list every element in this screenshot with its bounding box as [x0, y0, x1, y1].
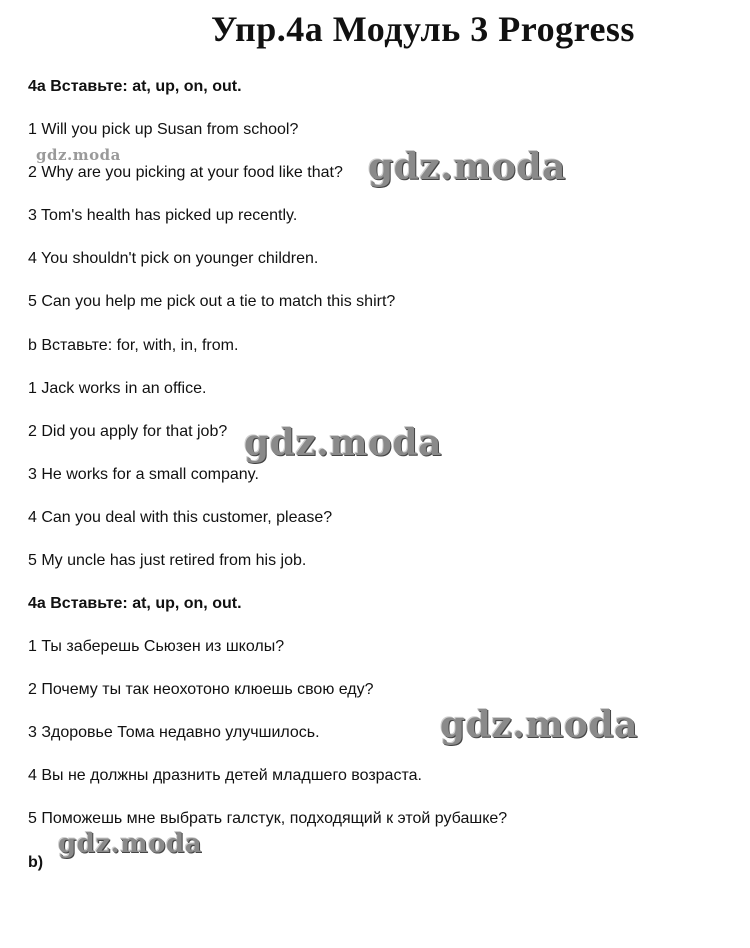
- exercise-line: 5 My uncle has just retired from his job.: [28, 552, 307, 569]
- section-heading: b): [28, 854, 44, 871]
- exercise-line: 4 Can you deal with this customer, please?: [28, 509, 333, 526]
- section-heading: b Вставьте: for, with, in, from.: [28, 337, 239, 354]
- watermark: gdz.moda: [440, 704, 638, 746]
- exercise-line: 3 He works for a small company.: [28, 466, 259, 483]
- section-heading: 4а Вставьте: at, up, on, out.: [28, 595, 242, 612]
- exercise-line: 5 Can you help me pick out a tie to match this shirt?: [28, 293, 396, 310]
- exercise-line: 2 Did you apply for that job?: [28, 423, 228, 440]
- exercise-line: 2 Почему ты так неохотоно клюешь свою еду?: [28, 681, 374, 698]
- exercise-line: 3 Tom's health has picked up recently.: [28, 207, 298, 224]
- page-title: Упр.4а Модуль 3 Progress: [211, 9, 635, 49]
- watermark: gdz.moda: [244, 422, 442, 464]
- exercise-line: 4 Вы не должны дразнить детей младшего возраста.: [28, 767, 422, 784]
- exercise-line: 3 Здоровье Тома недавно улучшилось.: [28, 724, 320, 741]
- exercise-line: 1 Will you pick up Susan from school?: [28, 121, 299, 138]
- exercise-line: 1 Jack works in an office.: [28, 380, 207, 397]
- watermark: gdz.moda: [36, 146, 121, 164]
- section-heading: 4а Вставьте: at, up, on, out.: [28, 78, 242, 95]
- exercise-line: 5 Поможешь мне выбрать галстук, подходящий к этой рубашке?: [28, 810, 508, 827]
- exercise-line: 4 You shouldn't pick on younger children.: [28, 250, 319, 267]
- watermark: gdz.moda: [58, 829, 203, 859]
- watermark: gdz.moda: [368, 146, 566, 188]
- exercise-line: 1 Ты заберешь Сьюзен из школы?: [28, 638, 285, 655]
- exercise-line: 2 Why are you picking at your food like that?: [28, 164, 343, 181]
